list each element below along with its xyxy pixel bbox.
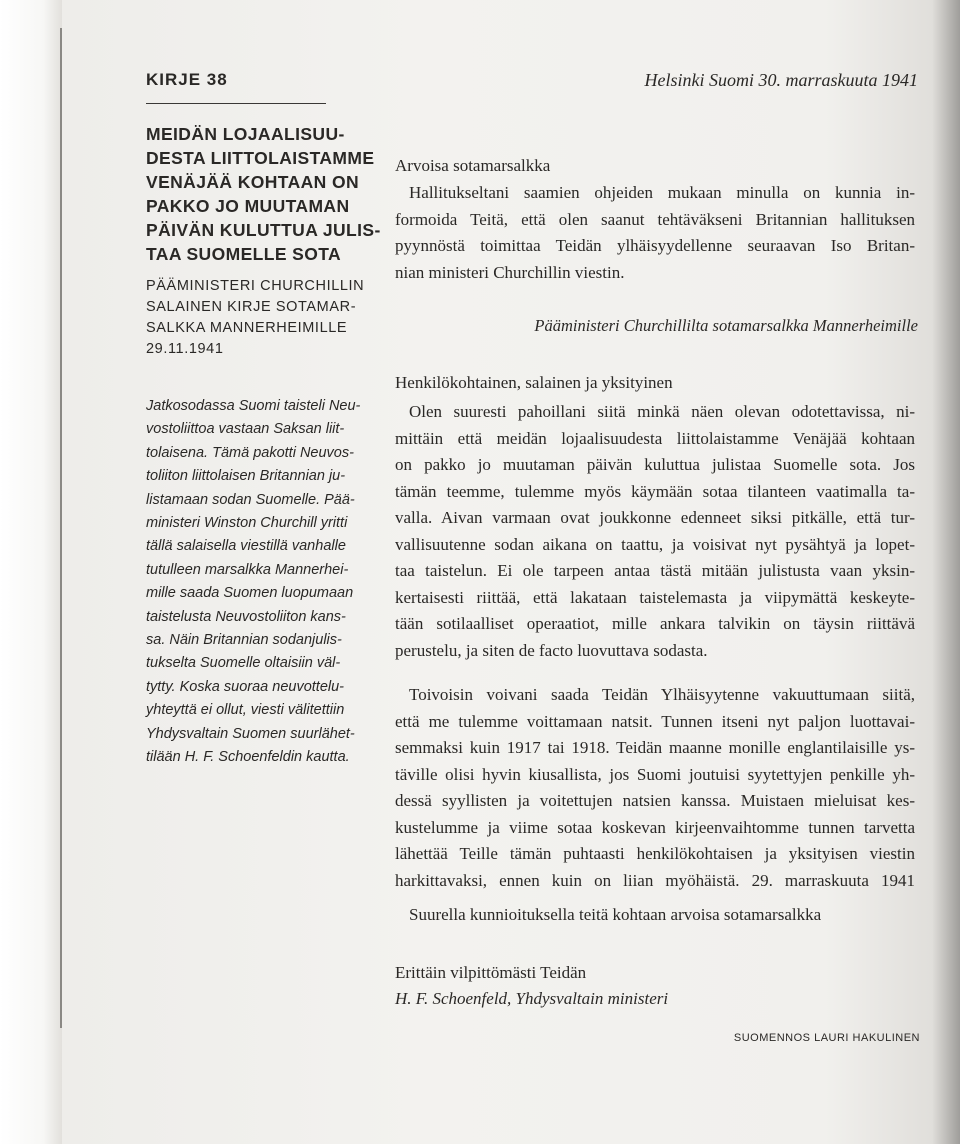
classification-line: Henkilökohtainen, salainen ja yksityinen — [395, 373, 673, 392]
paragraph-line: kertaisesti riittää, että lakataan taistelemasta ja viipymättä keskeyte- — [395, 587, 915, 607]
paragraph-line: täville olisi hyvin kiusallista, jos Suomi joutuisi syytettyjen penkille yh- — [395, 764, 915, 784]
paragraph-line: tämän teemme, tulemme myös käymään sotaa tilanteen vaatimalla ta- — [395, 481, 915, 501]
place-date: Helsinki Suomi 30. marraskuuta 1941 — [644, 70, 918, 90]
paragraph-line: vallisuutenne sodan aikana on taattu, ja voisivat nyt pysähtyä ja lopet- — [395, 534, 915, 554]
paragraph-line: valla. Aivan varmaan ovat joukkonne edenneet siksi pitkälle, että tur- — [395, 508, 915, 527]
paragraph-line: että me tulemme voittamaan natsit. Tunnen itseni nyt paljon luottavai- — [395, 711, 915, 731]
sign-off: Erittäin vilpittömästi Teidän — [395, 963, 587, 982]
intro-line: vostoliittoa vastaan Saksan liit- — [146, 421, 345, 438]
book-spine — [0, 0, 62, 1144]
headline-line: PAKKO JO MUUTAMAN — [146, 196, 350, 216]
intro-line: tilään H. F. Schoenfeldin kautta. — [146, 749, 350, 766]
intro-line: mille saada Suomen luopumaan — [146, 585, 354, 602]
translator-credit: SUOMENNOS LAURI HAKULINEN — [733, 1032, 920, 1044]
paragraph-line: tään sotilaalliset operaatiot, mille ankara talvikin on täysin riittävä — [395, 614, 915, 633]
message-byline: Pääministeri Churchillilta sotamarsalkka Mannerheimille — [534, 316, 918, 335]
intro-line: tukselta Suomelle oltaisiin väl- — [146, 655, 341, 672]
paragraph-line: pyynnöstä toimittaa Teidän ylhäisyydellenne seuraavan Iso Britan- — [395, 236, 915, 255]
intro-line: sa. Näin Britannian sodanjulis- — [146, 632, 342, 649]
subhead-line: 29.11.1941 — [146, 341, 224, 357]
subhead-line: SALKKA MANNERHEIMILLE — [146, 320, 348, 336]
paragraph-line: perustelu, ja siten de facto luovuttava sodasta. — [395, 640, 708, 660]
paragraph-line: mittäin että meidän lojaalisuudesta liittolaistamme Venäjää kohtaan — [395, 428, 915, 448]
sidebar-headline — [146, 122, 381, 266]
intro-line: tolaisena. Tämä pakotti Neuvos- — [146, 444, 354, 461]
paragraph-line: dessä syyllisten ja voitettujen natsien kanssa. Muistaen mieluisat kes- — [395, 791, 915, 810]
paragraph-line: taa taistelun. Ei ole tarpeen antaa tästä mitään julistusta vaan yksin- — [395, 561, 915, 580]
intro-line: Yhdysvaltain Suomen suurlähet- — [146, 725, 355, 742]
intro-line: tytty. Koska suoraa neuvottelu- — [146, 678, 345, 695]
letter-number: KIRJE 38 — [146, 70, 228, 89]
paragraph-line: kustelumme ja viime sotaa koskevan kirjeenvaihtomme tunnen tarvetta — [395, 817, 915, 837]
header-divider — [146, 103, 326, 104]
intro-line: toliiton liittolaisen Britannian ju- — [146, 468, 346, 485]
intro-line: listamaan sodan Suomelle. Pää- — [146, 491, 355, 508]
subhead-line: PÄÄMINISTERI CHURCHILLIN — [146, 278, 365, 294]
intro-line: yhteyttä ei ollut, viesti välitettiin — [146, 702, 345, 719]
paragraph-line: lähettää Teille tämän puhtaasti henkilökohtaisen ja yksityisen viestin — [395, 844, 915, 863]
sidebar-intro — [146, 395, 368, 770]
closing-line: Suurella kunnioituksella teitä kohtaan arvoisa sotamarsalkka — [409, 905, 822, 924]
sidebar-subhead — [146, 276, 376, 360]
paragraph-line: nian ministeri Churchillin viestin. — [395, 262, 625, 282]
salutation: Arvoisa sotamarsalkka — [395, 156, 551, 175]
paragraph-line: Toivoisin voivani saada Teidän Ylhäisyytenne vakuuttumaan siitä, — [409, 685, 915, 704]
intro-line: Jatkosodassa Suomi taisteli Neu- — [146, 398, 361, 414]
subhead-line: SALAINEN KIRJE SOTAMAR- — [146, 299, 357, 315]
headline-line: TAA SUOMELLE SOTA — [146, 244, 342, 264]
headline-line: DESTA LIITTOLAISTAMME — [146, 148, 375, 168]
paragraph-line: formoida Teitä, että olen saanut tehtäväkseni Britannian hallituksen — [395, 209, 915, 229]
letter-paragraph-1 — [395, 180, 915, 286]
paragraph-line: harkittavaksi, ennen kuin on liian myöhäistä. 29. marraskuuta 1941 — [395, 870, 915, 890]
paragraph-line: Hallitukseltani saamien ohjeiden mukaan minulla on kunnia in- — [409, 183, 915, 202]
page-edge-shadow — [932, 0, 960, 1144]
paragraph-line: semmaksi kuin 1917 tai 1918. Teidän maanne monille englantilaisille ys- — [395, 738, 915, 757]
signature: H. F. Schoenfeld, Yhdysvaltain ministeri — [395, 989, 669, 1008]
letter-paragraph-3 — [395, 682, 915, 894]
paragraph-line: on pakko jo muutaman päivän kuluttua julistaa Suomelle sota. Jos — [395, 455, 915, 474]
intro-line: tällä salaisella viestillä vanhalle — [146, 538, 346, 555]
intro-line: tutulleen marsalkka Mannerhei- — [146, 561, 349, 578]
intro-line: taistelusta Neuvostoliiton kans- — [146, 608, 346, 625]
headline-line: MEIDÄN LOJAALISUU- — [146, 124, 345, 144]
headline-line: PÄIVÄN KULUTTUA JULIS- — [146, 220, 381, 240]
letter-paragraph-2 — [395, 399, 915, 664]
headline-line: VENÄJÄÄ KOHTAAN ON — [146, 172, 359, 192]
intro-line: ministeri Winston Churchill yritti — [146, 515, 348, 532]
paragraph-line: Olen suuresti pahoillani siitä minkä näen olevan odotettavissa, ni- — [409, 402, 915, 421]
